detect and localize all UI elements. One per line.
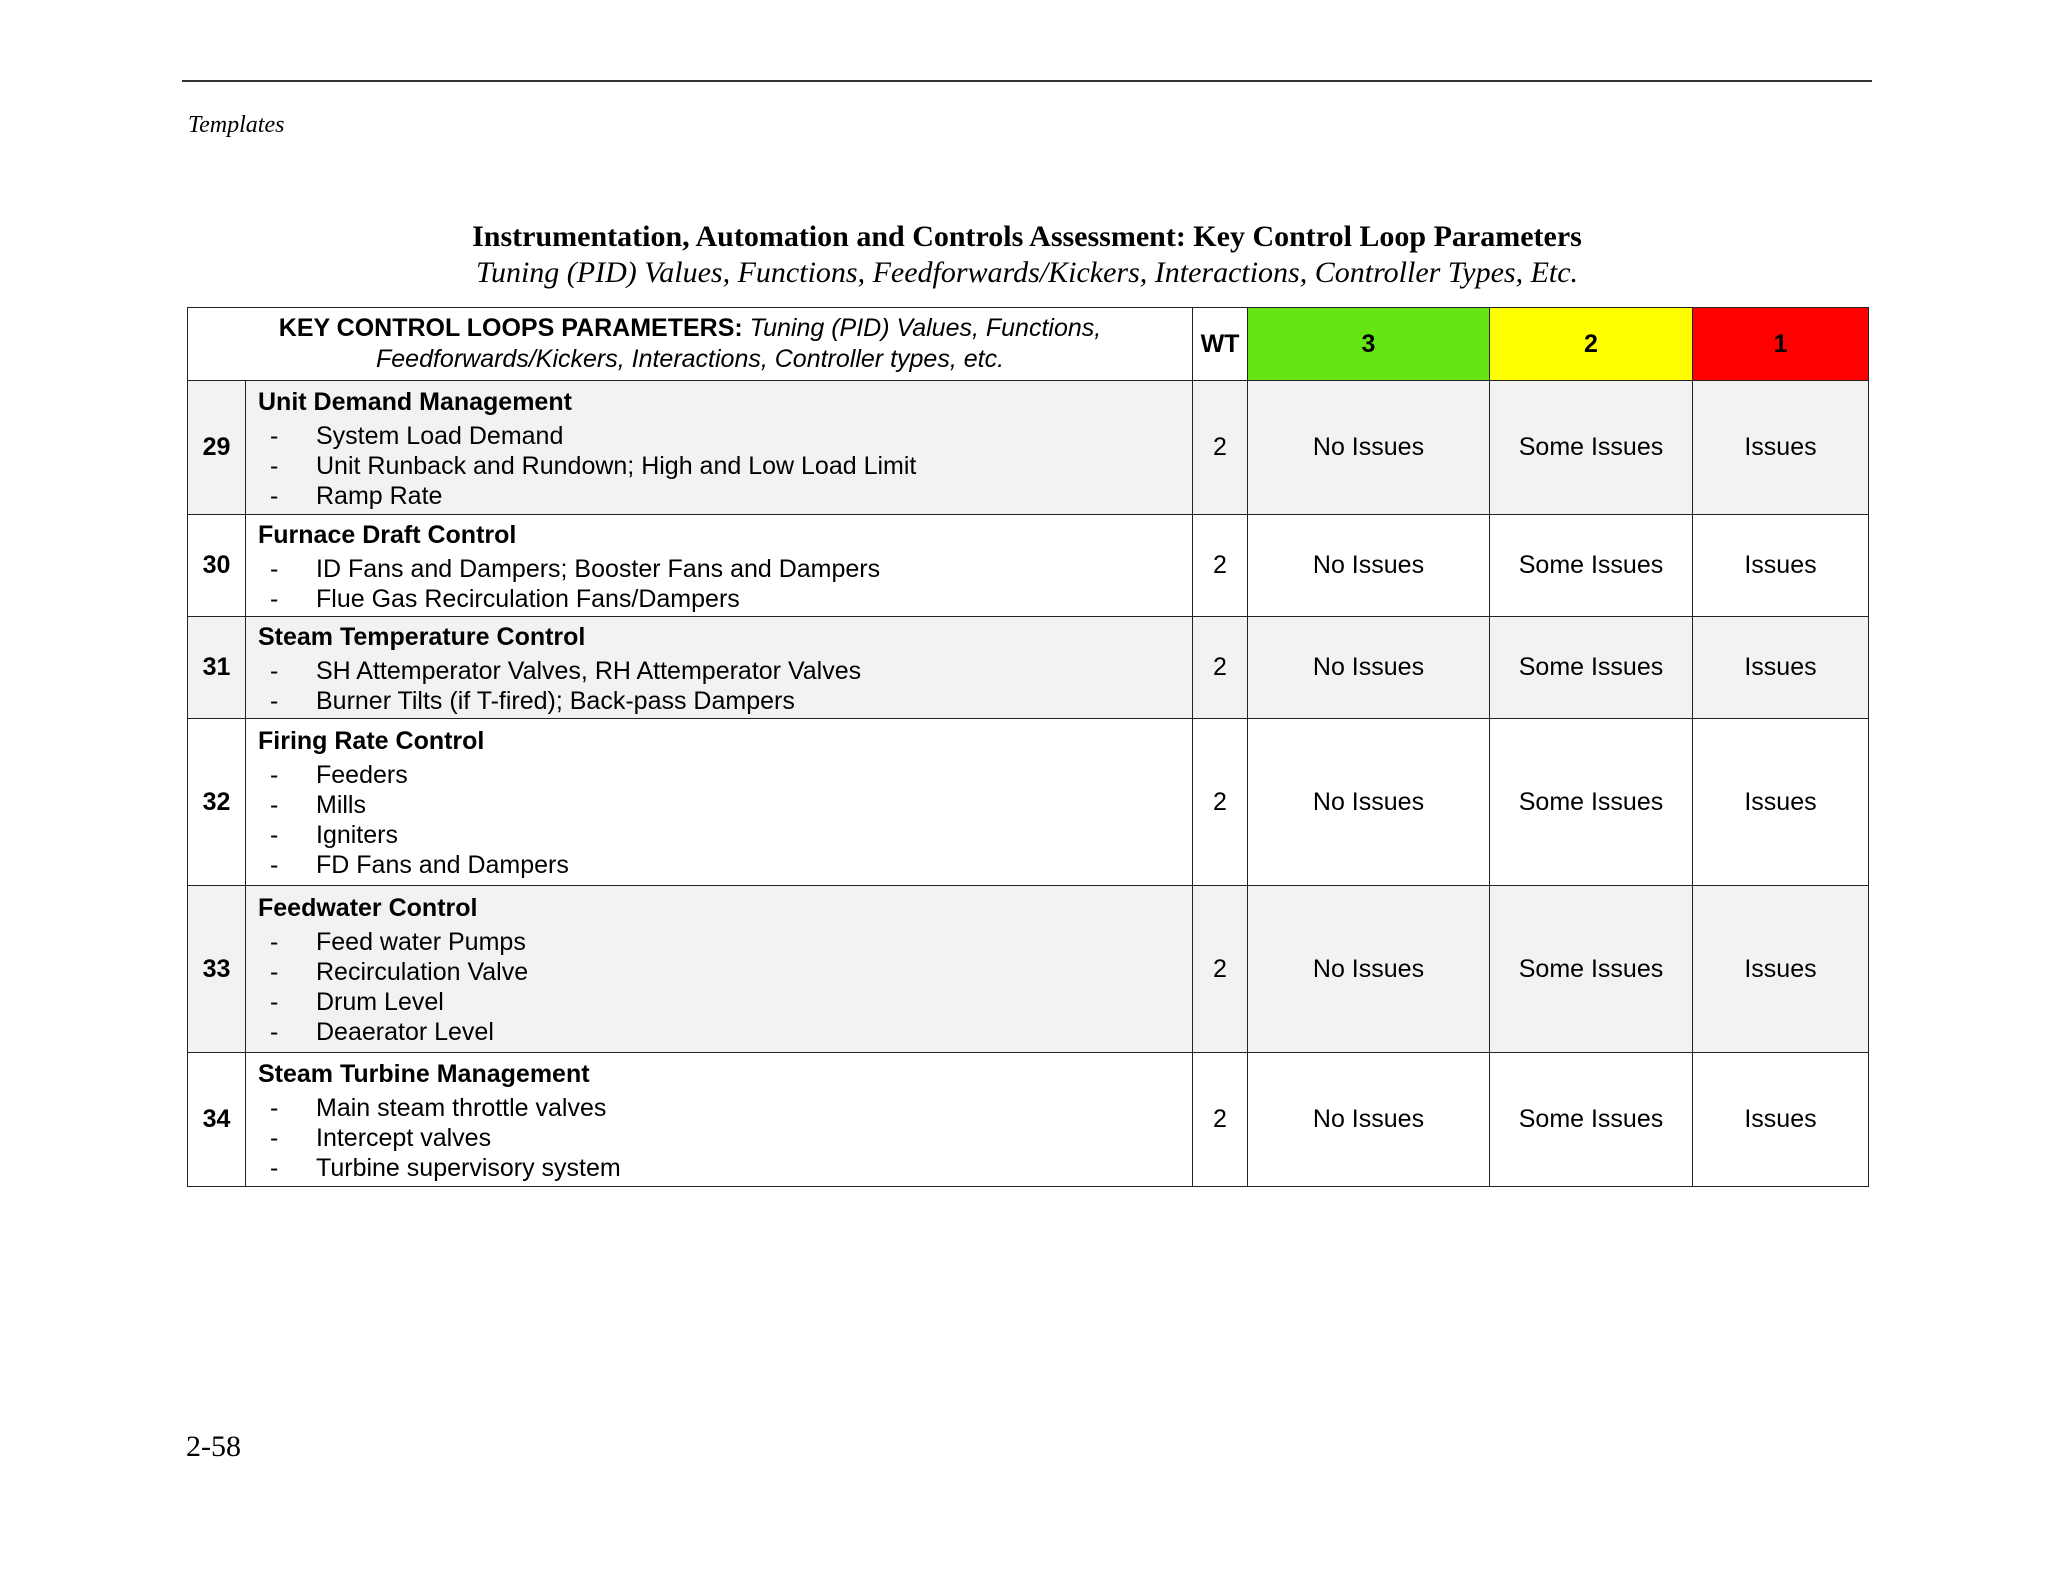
row-score-2: Some Issues <box>1490 515 1693 617</box>
row-score-1: Issues <box>1693 886 1869 1053</box>
row-weight: 2 <box>1193 719 1248 886</box>
list-item <box>258 987 1192 1017</box>
row-score-1: Issues <box>1693 381 1869 515</box>
row-score-1: Issues <box>1693 1053 1869 1187</box>
list-item-text: Mills <box>316 791 366 819</box>
row-item-list <box>258 1093 1192 1183</box>
row-number: 31 <box>188 617 246 719</box>
dash-bullet: - <box>270 928 279 956</box>
list-item-text: SH Attemperator Valves, RH Attemperator Valves <box>316 656 862 685</box>
table-row <box>188 719 1869 886</box>
list-item-text: Recirculation Valve <box>316 958 529 986</box>
table-row <box>188 381 1869 515</box>
row-description <box>246 1053 1193 1187</box>
dash-bullet: - <box>270 821 279 849</box>
dash-bullet: - <box>270 851 279 879</box>
table-header-row <box>188 308 1869 381</box>
header-wt: WT <box>1193 308 1248 381</box>
header-rule <box>182 80 1872 82</box>
list-item <box>258 451 1192 481</box>
row-weight: 2 <box>1193 617 1248 719</box>
row-score-2: Some Issues <box>1490 886 1693 1053</box>
dash-bullet: - <box>270 481 279 510</box>
dash-bullet: - <box>270 421 279 450</box>
row-title: Steam Turbine Management <box>258 1059 590 1088</box>
row-score-1: Issues <box>1693 617 1869 719</box>
row-description <box>246 381 1193 515</box>
row-description <box>246 617 1193 719</box>
assessment-table <box>187 307 1869 1187</box>
header-desc-italic-1: Tuning (PID) Values, Functions, <box>749 314 1102 342</box>
list-item-text: Intercept valves <box>316 1123 492 1152</box>
row-score-3: No Issues <box>1248 1053 1490 1187</box>
row-number: 34 <box>188 1053 246 1187</box>
running-head: Templates <box>188 112 285 138</box>
header-description <box>188 308 1193 381</box>
row-number: 33 <box>188 886 246 1053</box>
list-item-text: Deaerator Level <box>316 1018 494 1046</box>
list-item-text: Ramp Rate <box>316 481 443 510</box>
dash-bullet: - <box>270 1123 279 1152</box>
list-item-text: ID Fans and Dampers; Booster Fans and Dampers <box>316 554 881 583</box>
row-item-list <box>258 421 1192 511</box>
row-number: 29 <box>188 381 246 515</box>
list-item <box>258 1017 1192 1047</box>
row-item-list <box>258 760 1192 880</box>
header-score-2: 2 <box>1490 308 1693 381</box>
dash-bullet: - <box>270 1018 279 1046</box>
row-title: Steam Temperature Control <box>258 622 586 651</box>
list-item <box>258 554 1192 584</box>
list-item <box>258 1093 1192 1123</box>
dash-bullet: - <box>270 554 279 583</box>
row-score-2: Some Issues <box>1490 617 1693 719</box>
list-item <box>258 1123 1192 1153</box>
document-title: Instrumentation, Automation and Controls Assessment: Key Control Loop Parameters <box>472 220 1582 253</box>
row-description <box>246 719 1193 886</box>
list-item <box>258 1153 1192 1183</box>
row-score-3: No Issues <box>1248 719 1490 886</box>
list-item <box>258 686 1192 716</box>
row-weight: 2 <box>1193 886 1248 1053</box>
list-item-text: Unit Runback and Rundown; High and Low Load Limit <box>316 451 917 480</box>
list-item-text: FD Fans and Dampers <box>316 851 569 879</box>
list-item-text: Drum Level <box>316 988 444 1016</box>
table-body <box>188 381 1869 1187</box>
list-item-text: Flue Gas Recirculation Fans/Dampers <box>316 584 740 613</box>
header-desc-italic-2: Feedforwards/Kickers, Interactions, Controller types, etc. <box>375 345 1005 373</box>
row-weight: 2 <box>1193 515 1248 617</box>
row-description <box>246 886 1193 1053</box>
dash-bullet: - <box>270 1153 279 1182</box>
dash-bullet: - <box>270 761 279 789</box>
document-subtitle: Tuning (PID) Values, Functions, Feedforwards/Kickers, Interactions, Controller Types, Etc. <box>475 256 1579 289</box>
dash-bullet: - <box>270 791 279 819</box>
row-score-2: Some Issues <box>1490 1053 1693 1187</box>
table-row <box>188 617 1869 719</box>
list-item-text: Turbine supervisory system <box>316 1153 621 1182</box>
header-desc-bold: KEY CONTROL LOOPS PARAMETERS: <box>278 314 743 342</box>
list-item <box>258 421 1192 451</box>
list-item <box>258 927 1192 957</box>
row-title: Firing Rate Control <box>258 727 485 755</box>
list-item <box>258 850 1192 880</box>
dash-bullet: - <box>270 656 279 685</box>
table-row <box>188 1053 1869 1187</box>
dash-bullet: - <box>270 958 279 986</box>
row-score-1: Issues <box>1693 515 1869 617</box>
table-row <box>188 515 1869 617</box>
row-score-3: No Issues <box>1248 886 1490 1053</box>
dash-bullet: - <box>270 584 279 613</box>
header-score-3: 3 <box>1248 308 1490 381</box>
list-item-text: Igniters <box>316 821 398 849</box>
page-number: 2-58 <box>186 1430 241 1463</box>
dash-bullet: - <box>270 451 279 480</box>
row-score-3: No Issues <box>1248 515 1490 617</box>
dash-bullet: - <box>270 988 279 1016</box>
dash-bullet: - <box>270 1093 279 1122</box>
row-score-2: Some Issues <box>1490 719 1693 886</box>
row-score-1: Issues <box>1693 719 1869 886</box>
row-weight: 2 <box>1193 381 1248 515</box>
list-item-text: Feeders <box>316 761 408 789</box>
list-item-text: System Load Demand <box>316 421 564 450</box>
row-score-2: Some Issues <box>1490 381 1693 515</box>
row-title: Feedwater Control <box>258 894 478 922</box>
header-score-1: 1 <box>1693 308 1869 381</box>
row-number: 32 <box>188 719 246 886</box>
row-title: Unit Demand Management <box>258 387 572 416</box>
dash-bullet: - <box>270 686 279 715</box>
row-description <box>246 515 1193 617</box>
row-score-3: No Issues <box>1248 617 1490 719</box>
row-title: Furnace Draft Control <box>258 520 517 549</box>
row-item-list <box>258 656 1192 716</box>
list-item <box>258 760 1192 790</box>
list-item <box>258 656 1192 686</box>
list-item <box>258 957 1192 987</box>
list-item <box>258 790 1192 820</box>
list-item-text: Feed water Pumps <box>316 928 526 956</box>
table-row <box>188 886 1869 1053</box>
row-weight: 2 <box>1193 1053 1248 1187</box>
list-item-text: Main steam throttle valves <box>316 1093 607 1122</box>
list-item <box>258 584 1192 614</box>
row-item-list <box>258 554 1192 614</box>
list-item-text: Burner Tilts (if T-fired); Back-pass Dampers <box>316 686 795 715</box>
row-score-3: No Issues <box>1248 381 1490 515</box>
list-item <box>258 820 1192 850</box>
row-item-list <box>258 927 1192 1047</box>
row-number: 30 <box>188 515 246 617</box>
list-item <box>258 481 1192 511</box>
